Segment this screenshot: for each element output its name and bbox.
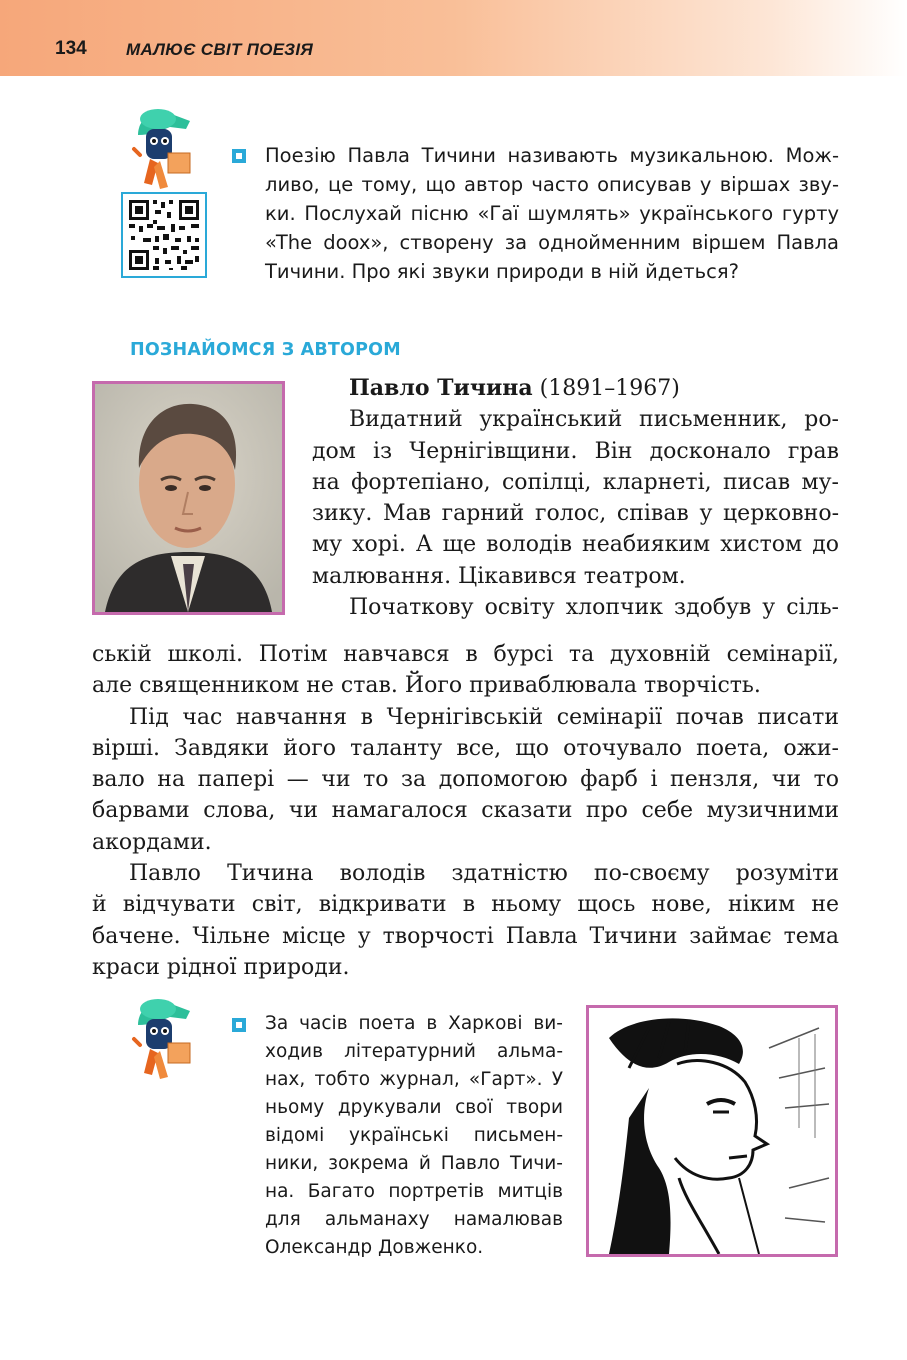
text-line: ки. Послухай пісню «Гаї шумлять» українського гурту	[265, 202, 839, 225]
text-line: ській школі. Потім навчався в бурсі та духовній семінарії,	[92, 642, 839, 667]
text-line: Тичини. Про які звуки природи в ній йдеться?	[265, 260, 739, 283]
text-line: ньому друкували свої твори	[265, 1097, 563, 1118]
qr-code-icon[interactable]	[121, 192, 207, 278]
text-line: для альманаху намалював	[265, 1209, 563, 1230]
author-name: Павло Тичина	[349, 375, 533, 401]
text-line: на. Багато портретів митців	[265, 1181, 563, 1202]
text-line: барвами слова, чи намагалося сказати про себе музичними	[92, 798, 839, 824]
text-line: вало на папері — чи то за допомогою фарб і пензля, чи то	[92, 767, 839, 793]
text-line: Початкову освіту хлопчик здобув у сіль-	[349, 595, 839, 621]
bullet-square-icon	[232, 149, 246, 163]
bullet-square-icon	[232, 1018, 246, 1032]
text-line: ливо, це тому, що автор часто описував у віршах зву-	[265, 173, 839, 196]
text-line: бачене. Чільне місце у творчості Павла Тичини займає тема	[92, 923, 839, 949]
text-line: але священником не став. Його приваблювала творчість.	[92, 673, 761, 699]
section-heading: ПОЗНАЙОМСЯ З АВТОРОМ	[130, 340, 401, 360]
page-number: 134	[55, 38, 87, 59]
task-block-audio	[265, 141, 839, 286]
text-line: на фортепіано, сопілці, кларнеті, писав му-	[312, 469, 839, 495]
text-line: краси рідної природи.	[92, 954, 350, 980]
text-line: Олександр Довженко.	[265, 1237, 484, 1258]
text-line: Під час навчання в Чернігівській семінарії почав писати	[129, 704, 839, 730]
text-line: Видатний український письменник, ро-	[349, 407, 839, 433]
mascot-icon	[130, 105, 200, 193]
author-heading	[312, 373, 839, 404]
sketch-portrait	[586, 1005, 838, 1257]
task-block-almanac	[265, 1010, 563, 1262]
running-title: МАЛЮЄ СВІТ ПОЕЗІЯ	[126, 40, 314, 59]
text-line: й відчувати світ, відкривати в ньому щось нове, ніким не	[92, 892, 839, 918]
text-line: відомі українські письмен-	[265, 1125, 563, 1146]
text-line: зику. Мав гарний голос, співав у церковно-	[312, 501, 839, 527]
text-line: малювання. Цікавився театром.	[312, 563, 686, 589]
text-line: За часів поета в Харкові ви-	[265, 1013, 563, 1034]
text-line: Павло Тичина володів здатністю по-своєму розуміти	[129, 861, 839, 887]
text-line: Поезію Павла Тичини називають музикальною. Мож-	[265, 144, 839, 167]
text-line: вірші. Завдяки його таланту все, що оточувало поета, ожи-	[92, 735, 839, 761]
mascot-icon	[130, 995, 200, 1083]
text-line: «The doox», створену за однойменним віршем Павла	[265, 231, 839, 254]
text-line: ники, зокрема й Павло Тичи-	[265, 1153, 563, 1174]
page-header	[0, 0, 907, 76]
text-line: дом із Чернігівщини. Він досконало грав	[312, 438, 839, 464]
text-line: акордами.	[92, 829, 212, 855]
author-bio-intro	[312, 373, 839, 623]
author-years: (1891–1967)	[532, 376, 680, 401]
author-bio-main	[92, 639, 839, 983]
author-portrait	[92, 381, 285, 615]
text-line: му хорі. А ще володів неабияким хистом до	[312, 532, 839, 558]
text-line: ходив літературний альма-	[265, 1041, 563, 1062]
text-line: нах, тобто журнал, «Гарт». У	[265, 1069, 563, 1090]
